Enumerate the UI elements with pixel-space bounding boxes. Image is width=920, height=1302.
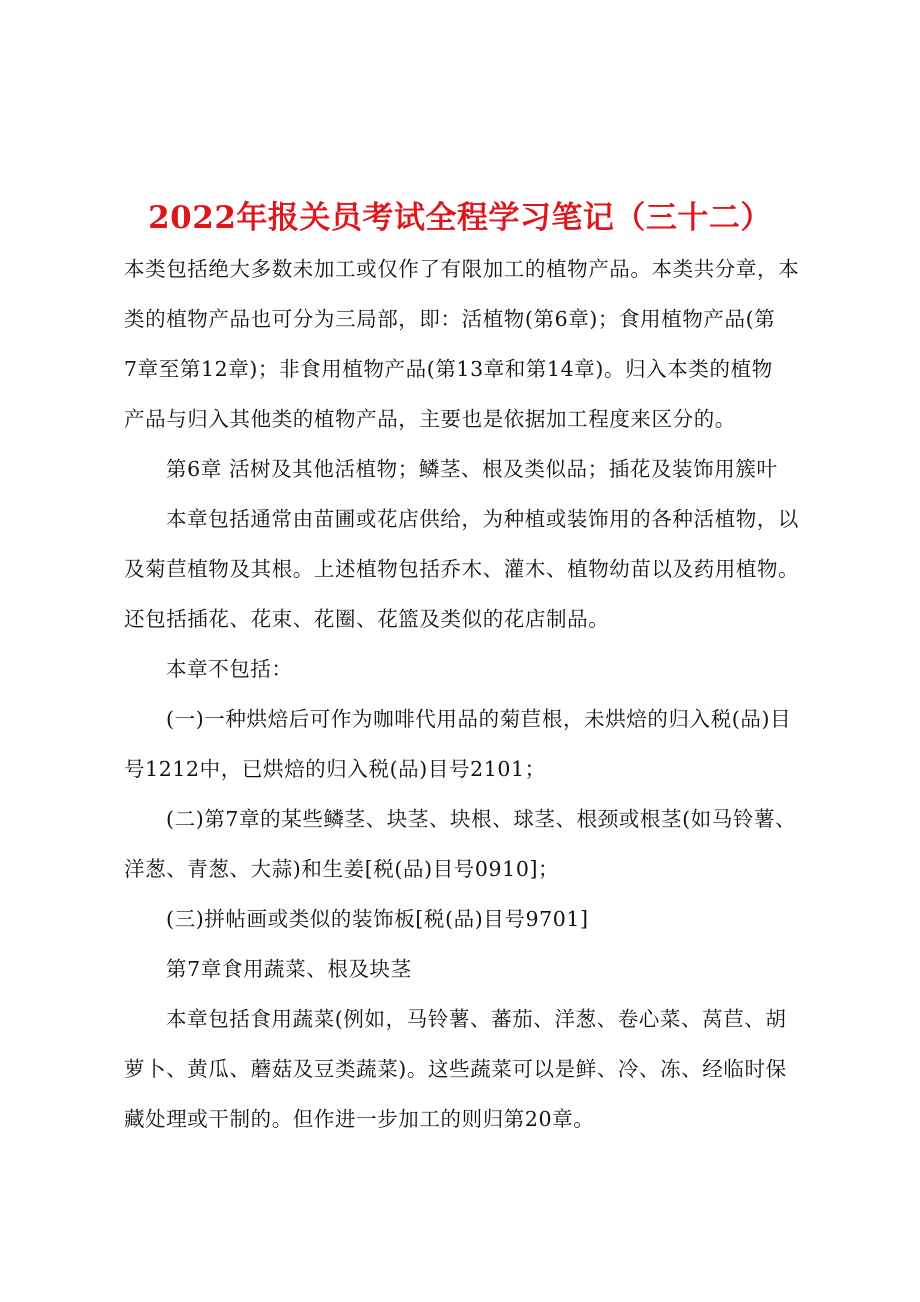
- paragraph-line: 本类包括绝大多数未加工或仅作了有限加工的植物产品。本类共分章，本: [124, 257, 800, 281]
- paragraph-line: 类的植物产品也可分为三局部，即：活植物(第6章)；食用植物产品(第: [124, 307, 776, 331]
- page-title: 2022年报关员考试全程学习笔记（三十二）: [148, 200, 772, 236]
- paragraph-line: 本章不包括：: [166, 657, 293, 681]
- paragraph-line: 萝卜、黄瓜、蘑菇及豆类蔬菜)。这些蔬菜可以是鲜、冷、冻、经临时保: [124, 1057, 787, 1081]
- list-item-continuation: 洋葱、青葱、大蒜)和生姜[税(品)目号0910]；: [124, 857, 560, 881]
- list-item: (三)拼帖画或类似的装饰板[税(品)目号9701]: [166, 907, 589, 931]
- chapter-heading: 第7章食用蔬菜、根及块茎: [166, 957, 412, 981]
- list-item-continuation: 号1212中，已烘焙的归入税(品)目号2101；: [124, 757, 546, 781]
- paragraph-line: 7章至第12章)；非食用植物产品(第13章和第14章)。归入本类的植物: [124, 357, 773, 381]
- list-item: (二)第7章的某些鳞茎、块茎、块根、球茎、根颈或根茎(如马铃薯、: [166, 807, 797, 831]
- paragraph-line: 及菊苣植物及其根。上述植物包括乔木、灌木、植物幼苗以及药用植物。: [124, 557, 800, 581]
- list-item: (一)一种烘焙后可作为咖啡代用品的菊苣根，未烘焙的归入税(品)目: [166, 707, 792, 731]
- paragraph-line: 藏处理或干制的。但作进一步加工的则归第20章。: [124, 1107, 595, 1131]
- paragraph-line: 产品与归入其他类的植物产品，主要也是依据加工程度来区分的。: [124, 407, 736, 431]
- paragraph-line: 本章包括通常由苗圃或花店供给，为种植或装饰用的各种活植物，以: [166, 507, 799, 531]
- paragraph-line: 本章包括食用蔬菜(例如，马铃薯、蕃茄、洋葱、卷心菜、莴苣、胡: [166, 1007, 787, 1031]
- paragraph-line: 还包括插花、花束、花圈、花篮及类似的花店制品。: [124, 607, 610, 631]
- chapter-heading: 第6章 活树及其他活植物；鳞茎、根及类似品；插花及装饰用簇叶: [166, 457, 778, 481]
